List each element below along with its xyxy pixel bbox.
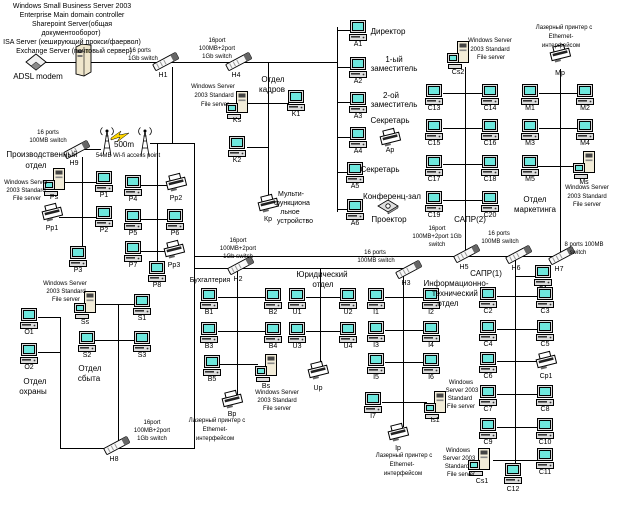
text-label: 16 ports xyxy=(129,48,151,54)
C13-label: C13 xyxy=(427,105,441,112)
M5-label: M5 xyxy=(525,176,535,183)
text-label: 500m xyxy=(113,140,135,149)
Ms-label: Ms xyxy=(579,179,589,186)
Ks-label: Ks xyxy=(232,117,242,124)
wire xyxy=(497,427,538,428)
text-label: кадров xyxy=(259,85,285,94)
text-label: технический xyxy=(432,289,478,298)
text-label: switch xyxy=(428,242,446,248)
text-label: 2003 Standard xyxy=(257,398,297,404)
text-label: Отдел xyxy=(23,377,47,386)
wire xyxy=(140,219,167,220)
Bs-label: Bs xyxy=(261,383,271,390)
text-label: File server xyxy=(476,55,506,61)
text-label: Конференц-зал xyxy=(363,192,421,201)
text-label: Информационно- xyxy=(423,279,489,288)
wire xyxy=(497,329,538,330)
text-label: охраны xyxy=(19,387,47,396)
wire xyxy=(403,268,404,427)
Cp1-label: Cp1 xyxy=(539,373,553,380)
text-label: 2-ой xyxy=(382,91,400,100)
text-label: заместитель xyxy=(370,64,418,73)
text-label: отдел xyxy=(437,299,459,308)
text-label: Enterprise Main domain controller xyxy=(19,12,125,19)
Pp3-label: Pp3 xyxy=(167,262,181,269)
text-label: 16port xyxy=(229,238,247,244)
C6-label: C6 xyxy=(483,373,493,380)
A4-label: A4 xyxy=(353,148,363,155)
text-label: ISA Server (кеширующий прокси/фаервол) xyxy=(3,39,141,46)
printer-Ip xyxy=(387,423,409,446)
printer-Pp1 xyxy=(41,203,63,226)
A2-label: A2 xyxy=(353,78,363,85)
I3-label: I3 xyxy=(373,342,379,349)
text-label: 100MB switch xyxy=(481,239,519,245)
text-label: устройство xyxy=(276,218,314,225)
B4-label: B4 xyxy=(268,343,278,350)
text-label: интерфейсом xyxy=(195,436,235,442)
text-label: 1Gb switch xyxy=(137,436,167,442)
text-label: 1-ый xyxy=(385,55,403,64)
O1-label: O1 xyxy=(24,329,34,336)
printer-Bp xyxy=(221,390,243,413)
wire xyxy=(443,93,483,94)
wire xyxy=(218,331,266,332)
printer-Pp2 xyxy=(165,173,187,196)
wire xyxy=(118,304,119,444)
H9-label: H9 xyxy=(69,160,79,167)
wire xyxy=(515,276,536,277)
text-label: Секретарь xyxy=(360,165,400,174)
text-label: Standard xyxy=(447,396,473,402)
text-label: Лазерный принтер с xyxy=(375,453,433,459)
wire xyxy=(38,317,61,318)
wire xyxy=(493,460,538,461)
text-label: Мульти- xyxy=(278,191,304,198)
M3-label: M3 xyxy=(525,140,535,147)
wire xyxy=(157,143,158,264)
O2-label: O2 xyxy=(24,364,34,371)
Cs1-label: Cs1 xyxy=(475,478,489,485)
text-label: САПР(1) xyxy=(470,269,502,278)
wire xyxy=(385,362,424,363)
C7-label: C7 xyxy=(483,406,493,413)
text-label: Windows Server xyxy=(191,84,235,90)
wire xyxy=(60,317,61,449)
wire xyxy=(539,128,578,129)
P7-label: P7 xyxy=(128,262,138,269)
Up-label: Up xyxy=(313,385,323,392)
wire xyxy=(306,331,341,332)
P2-label: P2 xyxy=(99,227,109,234)
C17-label: C17 xyxy=(427,176,441,183)
text-label: Бухгалтерия xyxy=(189,277,231,284)
wire xyxy=(247,147,268,148)
I4-label: I4 xyxy=(428,342,434,349)
S1-label: S1 xyxy=(137,315,147,322)
wire xyxy=(248,103,289,104)
C3-label: C3 xyxy=(540,308,550,315)
C9-label: C9 xyxy=(483,439,493,446)
C4-label: C4 xyxy=(483,341,493,348)
wire xyxy=(95,304,135,305)
text-label: 16 ports xyxy=(37,130,59,136)
text-label: File server xyxy=(51,297,81,303)
wire xyxy=(497,361,538,362)
text-label: 16 ports xyxy=(364,250,386,256)
text-label: 16port xyxy=(208,38,226,44)
text-label: 100MB switch xyxy=(29,138,67,144)
text-label: 2003 Standard xyxy=(6,188,46,194)
text-label: Server 2003 xyxy=(442,456,476,462)
text-label: Ethernet- xyxy=(389,462,415,468)
printer-Cp1 xyxy=(535,351,557,374)
wire xyxy=(172,67,173,143)
wire xyxy=(385,297,424,298)
text-label: Лазерный принтер с xyxy=(188,418,246,424)
I7-label: I7 xyxy=(370,413,376,420)
text-label: льное xyxy=(280,209,300,216)
text-label: 8 ports 100MB xyxy=(564,242,604,248)
text-label: 2003 Standard xyxy=(194,93,234,99)
text-label: File server xyxy=(446,472,476,478)
text-label: 16port xyxy=(143,420,161,426)
C12-label: C12 xyxy=(506,486,520,493)
wire xyxy=(465,67,466,256)
C18-label: C18 xyxy=(483,176,497,183)
text-label: отдел xyxy=(312,280,334,289)
B2-label: B2 xyxy=(268,309,278,316)
B5-label: B5 xyxy=(207,376,217,383)
P3-label: P3 xyxy=(73,267,83,274)
Is1-label: Is1 xyxy=(430,417,440,424)
text-label: Отдел xyxy=(261,75,285,84)
text-label: Windows Server xyxy=(255,390,299,396)
text-label: 2003 Standard xyxy=(46,289,86,295)
I6-label: I6 xyxy=(428,374,434,381)
wire xyxy=(218,297,266,298)
text-label: Производственный xyxy=(6,150,78,159)
text-label: сбыта xyxy=(77,374,101,383)
M4-label: M4 xyxy=(580,140,590,147)
U4-label: U4 xyxy=(343,343,353,350)
C10-label: C10 xyxy=(538,439,552,446)
wire xyxy=(140,251,165,252)
Pp2-label: Pp2 xyxy=(169,195,183,202)
text-label: Exchange Server (почтовый сервер) xyxy=(16,48,132,55)
wire xyxy=(443,200,483,201)
C16-label: C16 xyxy=(483,140,497,147)
H1-label: H1 xyxy=(158,72,168,79)
text-label: Секретарь xyxy=(370,116,410,125)
P1-label: P1 xyxy=(99,192,109,199)
text-label: интерфейсом xyxy=(541,43,581,49)
text-label: ADSL modem xyxy=(13,72,63,81)
K2-label: K2 xyxy=(232,157,242,164)
H2-label: H2 xyxy=(233,276,243,283)
text-label: САПР(2) xyxy=(454,215,486,224)
text-label: Windows Server xyxy=(565,185,609,191)
C15-label: C15 xyxy=(427,140,441,147)
wire xyxy=(560,69,561,256)
A6-label: A6 xyxy=(350,220,360,227)
text-label: маркетинга xyxy=(514,205,556,214)
P8-label: P8 xyxy=(152,282,162,289)
B1-label: B1 xyxy=(204,309,214,316)
text-label: 100MB switch xyxy=(357,258,395,264)
H3-label: H3 xyxy=(401,280,411,287)
K1-label: K1 xyxy=(291,111,301,118)
Ps-label: Ps xyxy=(49,194,59,201)
I5-label: I5 xyxy=(373,374,379,381)
M1-label: M1 xyxy=(525,105,535,112)
text-label: Server 2003 xyxy=(445,388,479,394)
text-label: 54MB Wi-fi access point xyxy=(95,153,161,159)
text-label: Windows Server xyxy=(4,180,48,186)
text-label: Sharepoint Server(общая xyxy=(31,21,113,28)
A1-label: A1 xyxy=(353,41,363,48)
text-label: Windows xyxy=(448,380,474,386)
printer-Up xyxy=(307,361,329,384)
text-label: File server xyxy=(262,406,292,412)
text-label: 1Gb switch xyxy=(128,56,158,62)
text-label: 100MB+2port xyxy=(198,46,236,52)
text-label: Windows Small Business Server 2003 xyxy=(12,3,132,10)
text-label: Windows Server xyxy=(43,281,87,287)
Ip-label: Ip xyxy=(395,445,401,452)
text-label: 2003 Standard xyxy=(470,47,510,53)
text-label: Директор xyxy=(370,27,406,36)
Bp-label: Bp xyxy=(227,411,237,418)
Kp-label: Кр xyxy=(264,216,272,223)
C5-label: C5 xyxy=(540,341,550,348)
A3-label: A3 xyxy=(353,113,363,120)
M2-label: M2 xyxy=(580,105,590,112)
Ap-label: Ар xyxy=(385,147,395,154)
text-label: Отдел xyxy=(523,195,547,204)
wire xyxy=(140,185,167,186)
H7-label: H7 xyxy=(554,266,564,273)
wire xyxy=(443,164,483,165)
text-label: File server xyxy=(200,102,230,108)
wire xyxy=(497,296,538,297)
text-label: интерфейсом xyxy=(383,471,423,477)
text-label: Отдел xyxy=(78,364,102,373)
text-label: Windows Server xyxy=(468,38,512,44)
text-label: Windows xyxy=(445,448,471,454)
text-label: функциона xyxy=(274,200,310,207)
text-label: Ethernet- xyxy=(202,427,228,433)
wire xyxy=(385,330,424,331)
text-label: заместитель xyxy=(370,100,418,109)
wire xyxy=(497,394,538,395)
wire xyxy=(82,157,83,249)
P4-label: P4 xyxy=(128,196,138,203)
Mp-label: Mp xyxy=(555,70,565,77)
P5-label: P5 xyxy=(128,230,138,237)
S2-label: S2 xyxy=(82,352,92,359)
U3-label: U3 xyxy=(292,343,302,350)
wire xyxy=(337,27,338,212)
Pp1-label: Pp1 xyxy=(45,225,59,232)
P6-label: P6 xyxy=(170,230,180,237)
H5-label: H5 xyxy=(459,264,469,271)
wire xyxy=(95,340,135,341)
text-label: Лазерный принтер с xyxy=(535,25,593,31)
text-label: Юридический xyxy=(296,270,348,279)
text-label: Проектор xyxy=(371,215,407,224)
Cs2-label: Cs2 xyxy=(451,69,465,76)
printer-Pp3 xyxy=(163,240,185,263)
C14-label: C14 xyxy=(483,105,497,112)
H8-label: H8 xyxy=(109,456,119,463)
A5-label: A5 xyxy=(350,183,360,190)
U2-label: U2 xyxy=(343,309,353,316)
I1-label: I1 xyxy=(373,309,379,316)
wire xyxy=(194,143,195,449)
wire xyxy=(515,257,516,467)
wire xyxy=(443,128,483,129)
C20-label: C20 xyxy=(483,212,497,219)
text-label: Standard xyxy=(444,464,470,470)
text-label: File server xyxy=(12,196,42,202)
C19-label: C19 xyxy=(427,212,441,219)
S3-label: S3 xyxy=(137,352,147,359)
wire xyxy=(382,402,427,403)
C8-label: C8 xyxy=(540,406,550,413)
text-label: документооборот) xyxy=(41,30,101,37)
I2-label: I2 xyxy=(428,309,434,316)
text-label: File server xyxy=(446,404,476,410)
wire xyxy=(538,166,575,167)
wire xyxy=(220,364,258,365)
wire xyxy=(38,352,61,353)
text-label: 100MB+2port 1Gb xyxy=(412,234,462,240)
H4-label: H4 xyxy=(231,72,241,79)
text-label: Ethernet- xyxy=(548,34,574,40)
wire xyxy=(306,297,341,298)
Ss-label: Ss xyxy=(80,319,90,326)
U1-label: U1 xyxy=(292,309,302,316)
wire xyxy=(237,268,238,397)
C11-label: C11 xyxy=(538,469,552,476)
text-label: 100MB+2port xyxy=(133,428,171,434)
text-label: File server xyxy=(572,202,602,208)
text-label: 2003 Standard xyxy=(567,194,607,200)
text-label: 1Gb switch xyxy=(202,54,232,60)
H6-label: H6 xyxy=(511,265,521,272)
text-label: 16 ports xyxy=(488,231,510,237)
text-label: 1Gb switch xyxy=(223,254,253,260)
text-label: 100MB+2port xyxy=(219,246,257,252)
C2-label: C2 xyxy=(483,308,493,315)
B3-label: B3 xyxy=(204,343,214,350)
text-label: отдел xyxy=(25,161,47,170)
text-label: 16port xyxy=(428,226,446,232)
text-label: switch xyxy=(569,250,587,256)
wire xyxy=(539,93,578,94)
